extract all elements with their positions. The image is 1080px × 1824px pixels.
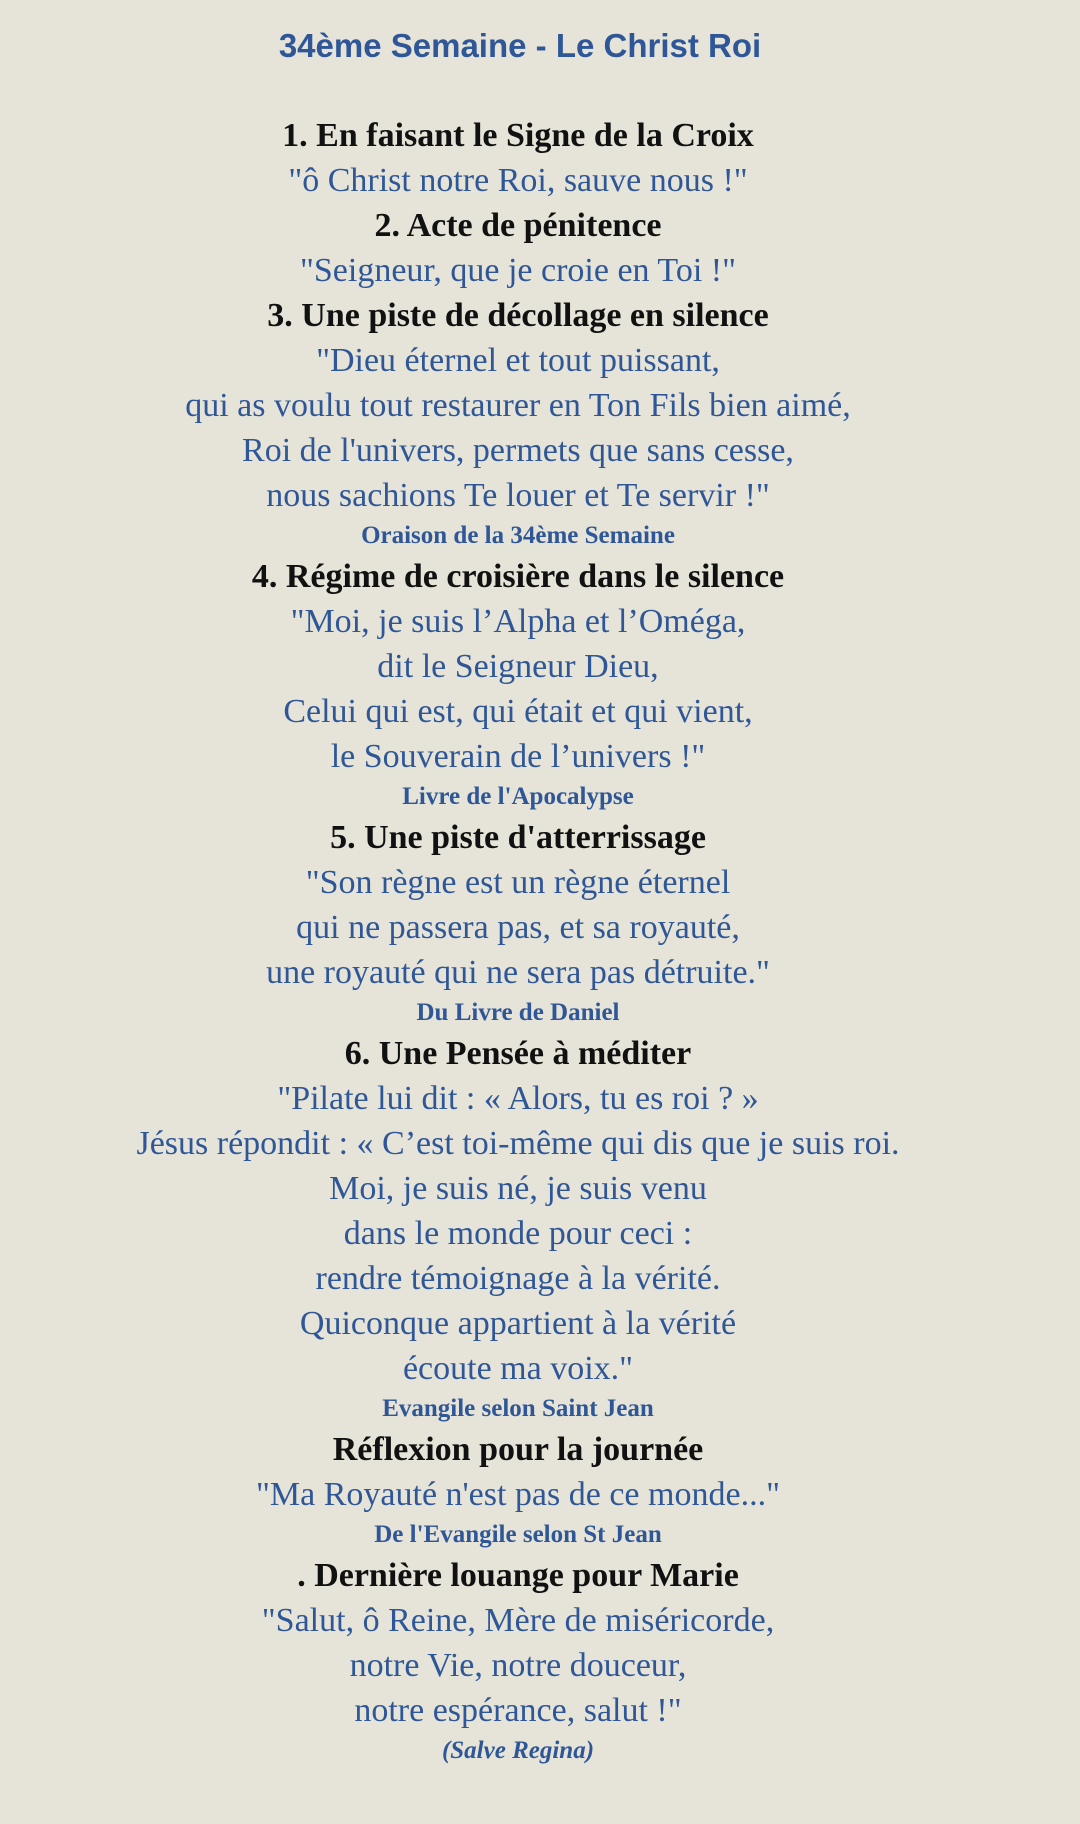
section-heading: 6. Une Pensée à méditer xyxy=(344,1035,692,1072)
source-citation: De l'Evangile selon St Jean xyxy=(374,1521,662,1548)
section-reflection xyxy=(0,1427,1036,1553)
quote-line: qui as voulu tout restaurer en Ton Fils bien aimé, xyxy=(185,387,851,424)
quote-line: écoute ma voix." xyxy=(402,1350,634,1387)
quote-line: "Moi, je suis l’Alpha et l’Oméga, xyxy=(290,603,746,640)
quote-line: dit le Seigneur Dieu, xyxy=(377,648,659,685)
section-heading: Réflexion pour la journée xyxy=(332,1431,704,1468)
section-heading: 2. Acte de pénitence xyxy=(374,207,662,244)
quote-line: Quiconque appartient à la vérité xyxy=(299,1305,737,1342)
quote-line: notre espérance, salut !" xyxy=(354,1692,682,1729)
quote-line: rendre témoignage à la vérité. xyxy=(315,1260,721,1297)
section-heading: 4. Régime de croisière dans le silence xyxy=(251,558,785,595)
section-takeoff xyxy=(0,293,1036,554)
section-heading: 3. Une piste de décollage en silence xyxy=(267,297,769,334)
quote-line: Moi, je suis né, je suis venu xyxy=(329,1170,707,1207)
section-heading: 5. Une piste d'atterrissage xyxy=(330,819,706,856)
quote-line: Roi de l'univers, permets que sans cesse, xyxy=(242,432,794,469)
section-marian-praise xyxy=(0,1553,1036,1769)
section-cruise xyxy=(0,554,1036,815)
section-heading: . Dernière louange pour Marie xyxy=(297,1557,739,1594)
quote-line: "Salut, ô Reine, Mère de miséricorde, xyxy=(261,1602,775,1639)
quote-line: "Ma Royauté n'est pas de ce monde..." xyxy=(256,1476,780,1513)
quote-line: "Son règne est un règne éternel xyxy=(305,864,731,901)
quote-line: qui ne passera pas, et sa royauté, xyxy=(296,909,740,946)
quote-line: "Pilate lui dit : « Alors, tu es roi ? » xyxy=(277,1080,759,1117)
source-citation: Livre de l'Apocalypse xyxy=(402,783,634,810)
section-landing xyxy=(0,815,1036,1031)
quote-line: Jésus répondit : « C’est toi-même qui dis que je suis roi. xyxy=(136,1125,900,1162)
page-title: 34ème Semaine - Le Christ Roi xyxy=(278,27,762,64)
quote-line: Celui qui est, qui était et qui vient, xyxy=(283,693,753,730)
section-sign-of-cross xyxy=(0,113,1036,203)
source-citation: Oraison de la 34ème Semaine xyxy=(361,522,675,549)
quote-line: dans le monde pour ceci : xyxy=(343,1215,693,1252)
quote-line: "ô Christ notre Roi, sauve nous !" xyxy=(288,162,748,199)
quote-line: nous sachions Te louer et Te servir !" xyxy=(266,477,770,514)
quote-line: "Seigneur, que je croie en Toi !" xyxy=(300,252,736,289)
source-citation: Evangile selon Saint Jean xyxy=(382,1395,654,1422)
quote-line: "Dieu éternel et tout puissant, xyxy=(316,342,720,379)
quote-line: le Souverain de l’univers !" xyxy=(330,738,706,775)
section-heading: 1. En faisant le Signe de la Croix xyxy=(282,117,754,154)
quote-line: notre Vie, notre douceur, xyxy=(349,1647,687,1684)
quote-line: une royauté qui ne sera pas détruite." xyxy=(266,954,770,991)
source-citation: Du Livre de Daniel xyxy=(416,999,620,1026)
source-citation: (Salve Regina) xyxy=(441,1737,595,1764)
section-penitence xyxy=(0,203,1036,293)
prayer-content xyxy=(0,113,1036,1769)
section-meditation xyxy=(0,1031,1036,1427)
